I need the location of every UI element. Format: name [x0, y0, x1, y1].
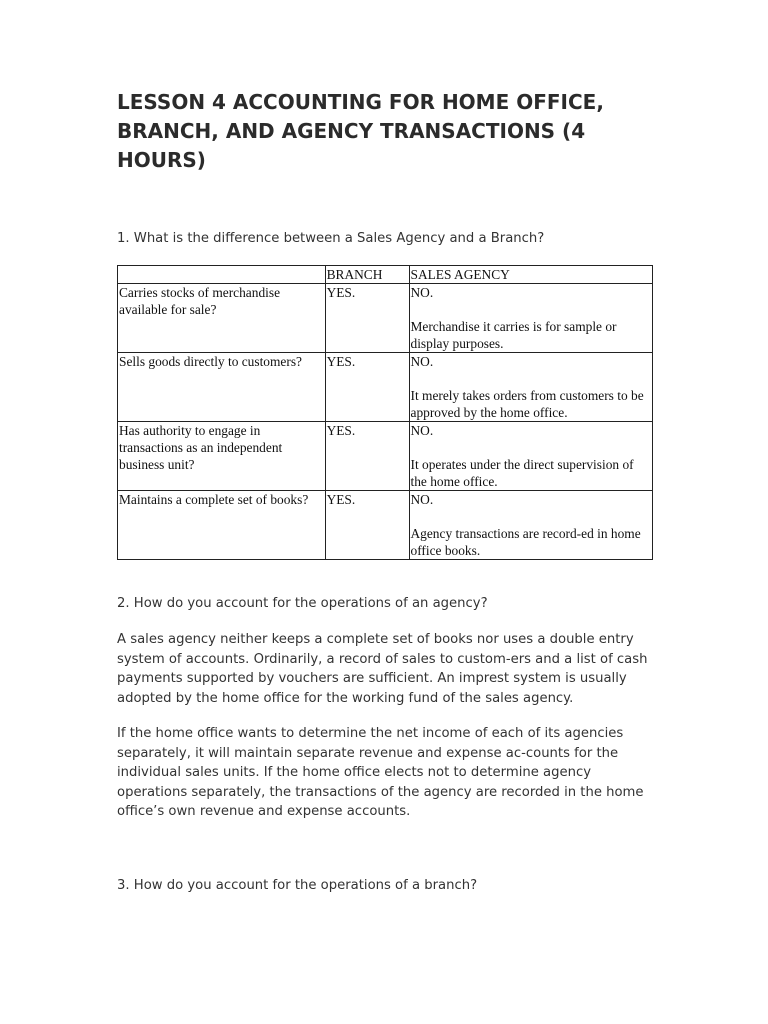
agency-note: It merely takes orders from customers to be approved by the home office. — [410, 388, 644, 420]
criterion-cell: Has authority to engage in transactions as an independent business unit? — [118, 422, 326, 491]
agency-cell — [409, 353, 653, 422]
criterion-cell: Maintains a complete set of books? — [118, 491, 326, 560]
criterion-cell: Sells goods directly to customers? — [118, 353, 326, 422]
agency-answer: NO. — [410, 285, 434, 300]
agency-answer: NO. — [410, 423, 434, 438]
table-row — [118, 491, 653, 560]
branch-cell: YES. — [325, 422, 409, 491]
question-2: 2. How do you account for the operations of an agency? — [117, 596, 488, 611]
agency-note: Merchandise it carries is for sample or display purposes. — [410, 319, 617, 351]
lesson-title: LESSON 4 ACCOUNTING FOR HOME OFFICE, BRANCH, AND AGENCY TRANSACTIONS (4 HOURS) — [117, 90, 604, 172]
paragraph-agency-books: A sales agency neither keeps a complete set of books nor uses a double entry system of accounts. Ordinarily, a record of sales to custom-ers and a list of cash payments supported by vouchers are sufficient. An imprest system is usually adopted by the home office for the working fund of the sales agency. — [117, 632, 648, 706]
agency-cell — [409, 422, 653, 491]
table-header-branch: BRANCH — [325, 266, 409, 284]
agency-cell — [409, 491, 653, 560]
agency-answer: NO. — [410, 492, 434, 507]
branch-cell: YES. — [325, 491, 409, 560]
table-row — [118, 353, 653, 422]
table-header-criterion — [118, 266, 326, 284]
question-3: 3. How do you account for the operations of a branch? — [117, 878, 478, 893]
table-row — [118, 422, 653, 491]
branch-cell: YES. — [325, 284, 409, 353]
comparison-table — [117, 265, 653, 560]
agency-cell — [409, 284, 653, 353]
agency-note: It operates under the direct supervision of the home office. — [410, 457, 634, 489]
table-row — [118, 284, 653, 353]
agency-note: Agency transactions are record-ed in home office books. — [410, 526, 641, 558]
branch-cell: YES. — [325, 353, 409, 422]
paragraph-agency-income: If the home office wants to determine the net income of each of its agencies separately, it will maintain separate revenue and expense ac-counts for the individual sales units. If the home office elects not to determine agency operations separately, the transactions of the agency are recorded in the home office’s own revenue and expense accounts. — [117, 726, 644, 820]
table-header-row — [118, 266, 653, 284]
question-1: 1. What is the difference between a Sales Agency and a Branch? — [117, 231, 545, 246]
table-header-sales-agency: SALES AGENCY — [409, 266, 653, 284]
criterion-cell: Carries stocks of merchandise available for sale? — [118, 284, 326, 353]
agency-answer: NO. — [410, 354, 434, 369]
